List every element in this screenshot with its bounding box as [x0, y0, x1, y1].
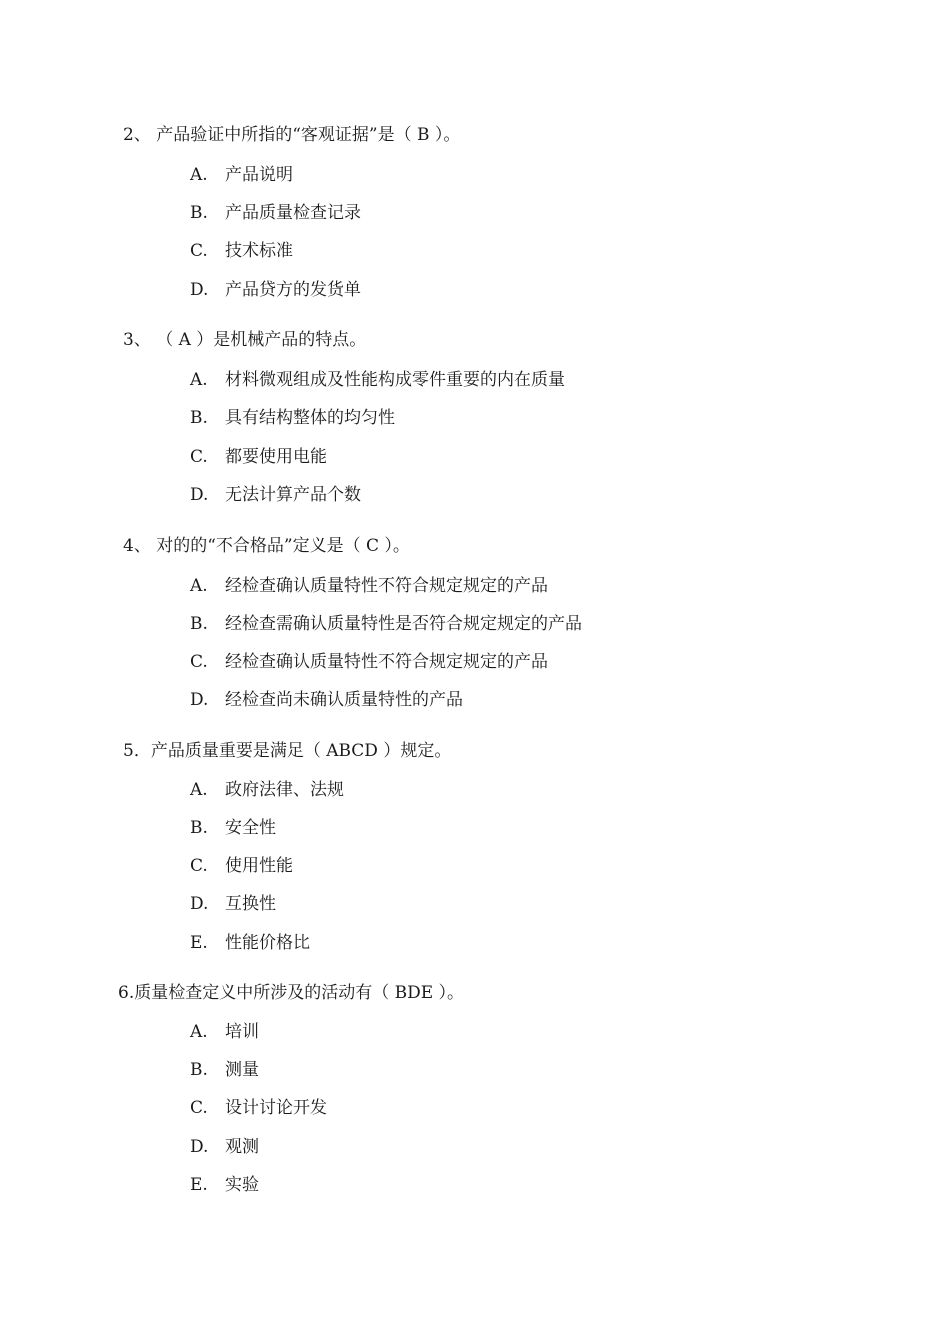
option-text: 使用性能 [225, 856, 293, 876]
option-letter: C. [190, 1098, 208, 1118]
question-3-stem: 3、 （ A ）是机械产品的特点。 [123, 330, 367, 350]
option-text: 技术标准 [225, 241, 293, 261]
question-4-option-c [190, 654, 548, 671]
question-3-option-d [190, 487, 361, 504]
question-5-option-b [190, 820, 276, 837]
question-2-option-c [190, 243, 293, 260]
option-text: 设计讨论开发 [225, 1098, 327, 1118]
option-letter: A. [190, 780, 208, 800]
option-text: 观测 [225, 1137, 259, 1157]
option-letter: B. [190, 818, 208, 838]
question-5-option-c [190, 858, 293, 875]
question-3-option-b [190, 410, 395, 427]
option-text: 产品质量检查记录 [225, 203, 361, 223]
option-text: 培训 [225, 1022, 259, 1042]
option-text: 材料微观组成及性能构成零件重要的内在质量 [225, 370, 565, 390]
option-text: 安全性 [225, 818, 276, 838]
option-letter: D. [190, 280, 209, 300]
option-text: 实验 [225, 1175, 259, 1195]
option-letter: C. [190, 652, 208, 672]
question-2-stem: 2、 产品验证中所指的“客观证据”是（ B ）。 [123, 125, 461, 145]
question-5-option-a [190, 782, 344, 799]
question-2-option-d [190, 282, 361, 299]
option-text: 产品说明 [225, 165, 293, 185]
option-text: 经检查确认质量特性不符合规定规定的产品 [225, 576, 548, 596]
question-6-stem: 6.质量检查定义中所涉及的活动有（ BDE ）。 [118, 983, 465, 1003]
option-letter: A. [190, 370, 208, 390]
option-letter: D. [190, 894, 209, 914]
question-4-stem: 4、 对的的“不合格品”定义是（ C ）。 [123, 536, 410, 556]
question-3-option-a [190, 372, 565, 389]
option-letter: D. [190, 690, 209, 710]
option-letter: C. [190, 447, 208, 467]
option-letter: A. [190, 576, 208, 596]
option-text: 无法计算产品个数 [225, 485, 361, 505]
option-text: 经检查确认质量特性不符合规定规定的产品 [225, 652, 548, 672]
option-text: 测量 [225, 1060, 259, 1080]
option-letter: D. [190, 1137, 209, 1157]
question-6-option-a [190, 1024, 259, 1041]
question-2-option-b [190, 205, 361, 222]
option-text: 经检查需确认质量特性是否符合规定规定的产品 [225, 614, 582, 634]
option-letter: C. [190, 241, 208, 261]
question-5-stem: 5．产品质量重要是满足（ ABCD ）规定。 [123, 741, 452, 761]
option-letter: B. [190, 408, 208, 428]
question-5-option-e [190, 935, 310, 952]
option-letter: C. [190, 856, 208, 876]
option-letter: E. [190, 933, 208, 953]
question-6-option-c [190, 1100, 327, 1117]
question-6-option-d [190, 1139, 259, 1156]
option-letter: B. [190, 1060, 208, 1080]
option-letter: A. [190, 165, 208, 185]
option-text: 互换性 [225, 894, 276, 914]
question-4-option-a [190, 578, 548, 595]
option-text: 政府法律、法规 [225, 780, 344, 800]
option-letter: D. [190, 485, 209, 505]
option-letter: B. [190, 614, 208, 634]
question-3-option-c [190, 449, 327, 466]
question-6-option-b [190, 1062, 259, 1079]
question-4-option-b [190, 616, 582, 633]
option-text: 具有结构整体的均匀性 [225, 408, 395, 428]
question-6-option-e [190, 1177, 259, 1194]
question-5-option-d [190, 896, 276, 913]
option-text: 都要使用电能 [225, 447, 327, 467]
question-4-option-d [190, 692, 463, 709]
question-2-option-a [190, 167, 293, 184]
option-text: 经检查尚未确认质量特性的产品 [225, 690, 463, 710]
option-text: 产品贷方的发货单 [225, 280, 361, 300]
option-letter: B. [190, 203, 208, 223]
option-text: 性能价格比 [225, 933, 310, 953]
option-letter: E. [190, 1175, 208, 1195]
option-letter: A. [190, 1022, 208, 1042]
